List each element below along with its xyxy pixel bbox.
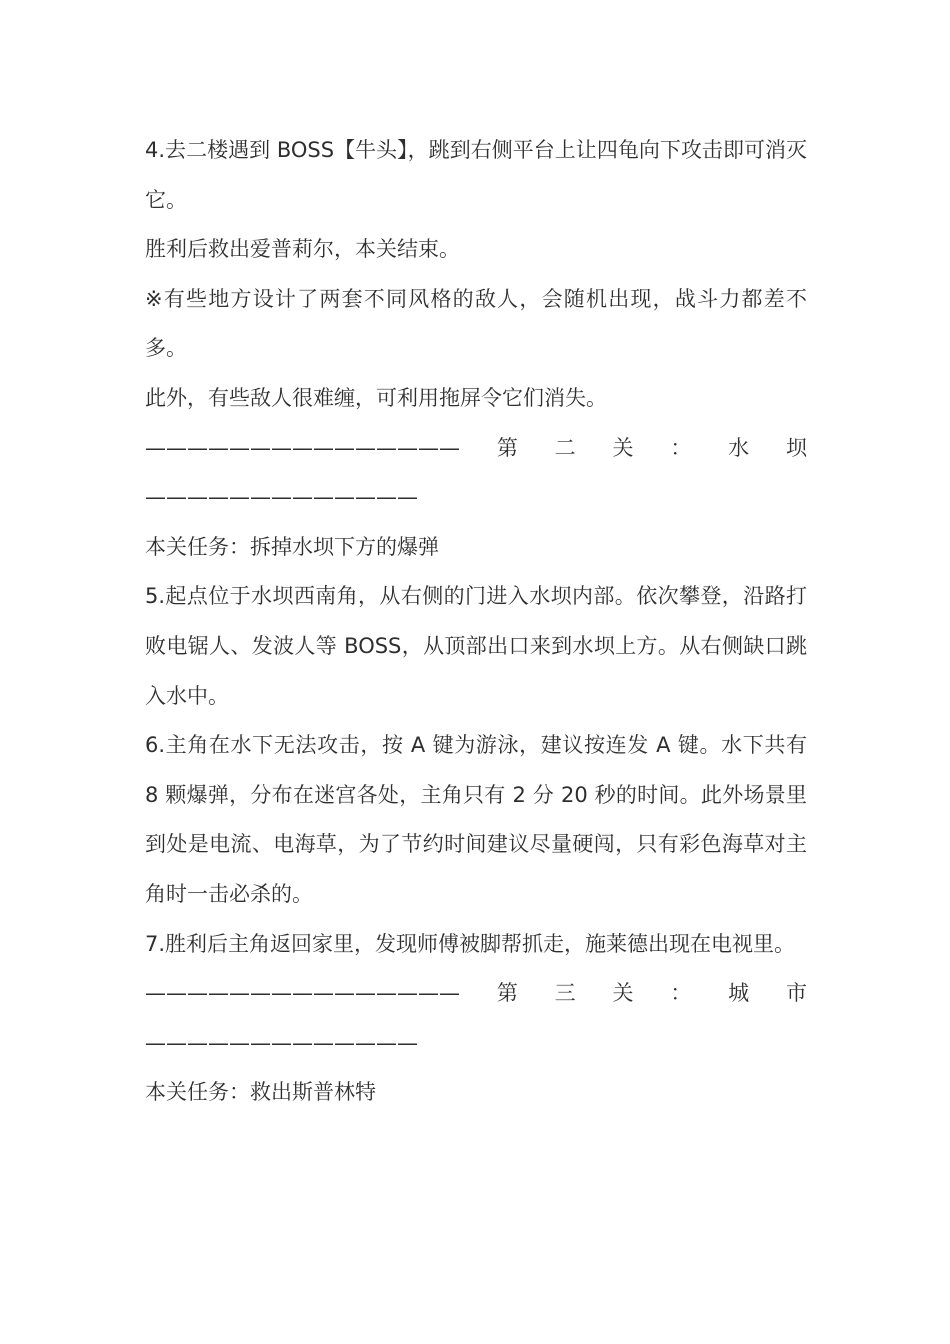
paragraph-step-7: 7.胜利后主角返回家里，发现师傅被脚帮抓走，施莱德出现在电视里。 [145, 931, 796, 956]
paragraph-stage-end: 胜利后救出爱普莉尔，本关结束。 [145, 237, 460, 262]
paragraph-step-4: 4.去二楼遇到 BOSS【牛头】，跳到右侧平台上让四龟向下攻击即可消灭它。 [145, 138, 807, 212]
paragraph-step-5: 5.起点位于水坝西南角，从右侧的门进入水坝内部。依次攀登，沿路打败电锯人、发波人等 BOSS，从顶部出口来到水坝上方。从右侧缺口跳入水中。 [145, 584, 807, 708]
paragraph-note-enemies: ※有些地方设计了两套不同风格的敌人，会随机出现，战斗力都差不多。 [145, 286, 807, 361]
stage-3-mission: 本关任务：救出斯普林特 [145, 1080, 376, 1105]
paragraph-note-scroll: 此外，有些敌人很难缠，可利用拖屏令它们消失。 [145, 385, 607, 410]
stage-2-heading: ———————————————第二关：水坝————————————— [145, 435, 807, 510]
document-body [145, 126, 807, 1118]
stage-2-mission: 本关任务：拆掉水坝下方的爆弹 [145, 534, 439, 559]
paragraph-step-6: 6.主角在水下无法攻击，按 A 键为游泳，建议按连发 A 键。水下共有 8 颗爆弹，分布在迷宫各处，主角只有 2 分 20 秒的时间。此外场景里到处是电流、电海草，为了节约时间建议尽量硬闯，只有彩色海草对主角时一击必杀的。 [145, 733, 807, 906]
stage-3-heading: ———————————————第三关：城市————————————— [145, 981, 807, 1055]
